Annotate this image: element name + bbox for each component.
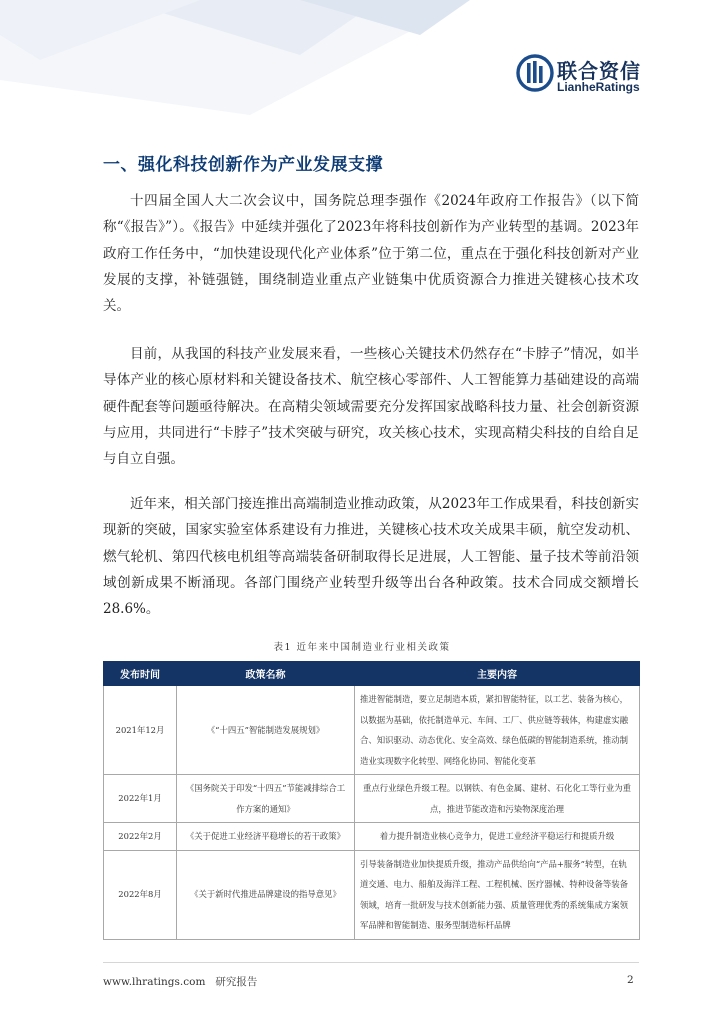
row-date: 2022年8月 <box>104 850 177 939</box>
row-policy-name: 《关于促进工业经济平稳增长的若干政策》 <box>177 823 355 851</box>
table-row <box>104 823 640 851</box>
row-content: 着力提升制造业核心竞争力，促进工业经济平稳运行和提质升级 <box>355 823 640 851</box>
row-date: 2021年12月 <box>104 686 177 775</box>
row-content: 引导装备制造业加快提质升级，推动产品供给向“产品+服务”转型，在轨道交通、电力、船舶及海洋工程、工程机械、医疗器械、特种设备等装备领域，培育一批研发与技术创新能力强、质量管理优秀的系统集成方案领军品牌和智能制造、服务型制造标杆品牌 <box>355 850 640 939</box>
table-row <box>104 850 640 939</box>
footer-divider <box>103 962 639 963</box>
table-row <box>104 775 640 823</box>
header-policy-name: 政策名称 <box>177 662 355 686</box>
table-row <box>104 686 640 775</box>
logo-chinese-name: 联合资信 <box>557 59 641 83</box>
table-header-row <box>104 662 640 686</box>
table-caption: 表1 近年来中国制造业行业相关政策 <box>273 642 451 653</box>
section-title: 一、强化科技创新作为产业发展支撑 <box>103 155 383 175</box>
paragraph-3: 近年来，相关部门接连推出高端制造业推动政策，从2023年工作成果看，科技创新实现新的突破，国家实验室体系建设有力推进，关键核心技术攻关成果丰硕，航空发动机、燃气轮机、第四代核电机组等高端装备研制取得长足进展，人工智能、量子技术等前沿领域创新成果不断涌现。各部门围绕产业转型升级等出台各种政策。技术合同成交额增长28.6%。 <box>103 496 639 618</box>
page-number: 2 <box>627 974 634 986</box>
logo-english-name: LianheRatings <box>557 80 640 94</box>
row-policy-name: 《关于新时代推进品牌建设的指导意见》 <box>177 850 355 939</box>
row-policy-name: 《国务院关于印发“十四五”节能减排综合工作方案的通知》 <box>177 775 355 823</box>
row-date: 2022年2月 <box>104 823 177 851</box>
header-date: 发布时间 <box>104 662 177 686</box>
row-policy-name: 《“十四五”智能制造发展规划》 <box>177 686 355 775</box>
company-logo <box>516 54 646 98</box>
row-content: 重点行业绿色升级工程。以钢铁、有色金属、建材、石化化工等行业为重点，推进节能改造和污染物深度治理 <box>355 775 640 823</box>
footer-website: www.lhratings.com <box>103 976 206 988</box>
row-date: 2022年1月 <box>104 775 177 823</box>
policy-table <box>103 661 640 940</box>
row-content: 推进智能制造，要立足制造本质，紧扣智能特征，以工艺、装备为核心，以数据为基础，依托制造单元、车间、工厂、供应链等载体，构建虚实融合、知识驱动、动态优化、安全高效、绿色低碳的智能制造系统，推动制造业实现数字化转型、网络化协同、智能化变革 <box>355 686 640 775</box>
paragraph-2: 目前，从我国的科技产业发展来看，一些核心关键技术仍然存在“卡脖子”情况，如半导体产业的核心原材料和关键设备技术、航空核心零部件、人工智能算力基础建设的高端硬件配套等问题亟待解决。在高精尖领域需要充分发挥国家战略科技力量、社会创新资源与应用，共同进行“卡脖子”技术突破与研究，攻关核心技术，实现高精尖科技的自给自足与自立自强。 <box>103 346 639 468</box>
footer-label: 研究报告 <box>215 976 258 988</box>
lianhe-logo-icon <box>516 54 554 92</box>
paragraph-1: 十四届全国人大二次会议中，国务院总理李强作《2024年政府工作报告》（以下简称“《报告》”）。《报告》中延续并强化了2023年将科技创新作为产业转型的基调。2023年政府工作任务中，“加快建设现代化产业体系”位于第二位，重点在于强化科技创新对产业发展的支撑，补链强链，围绕制造业重点产业链集中优质资源合力推进关键核心技术攻关。 <box>103 193 639 315</box>
header-main-content: 主要内容 <box>355 662 640 686</box>
footer-left <box>103 974 257 989</box>
